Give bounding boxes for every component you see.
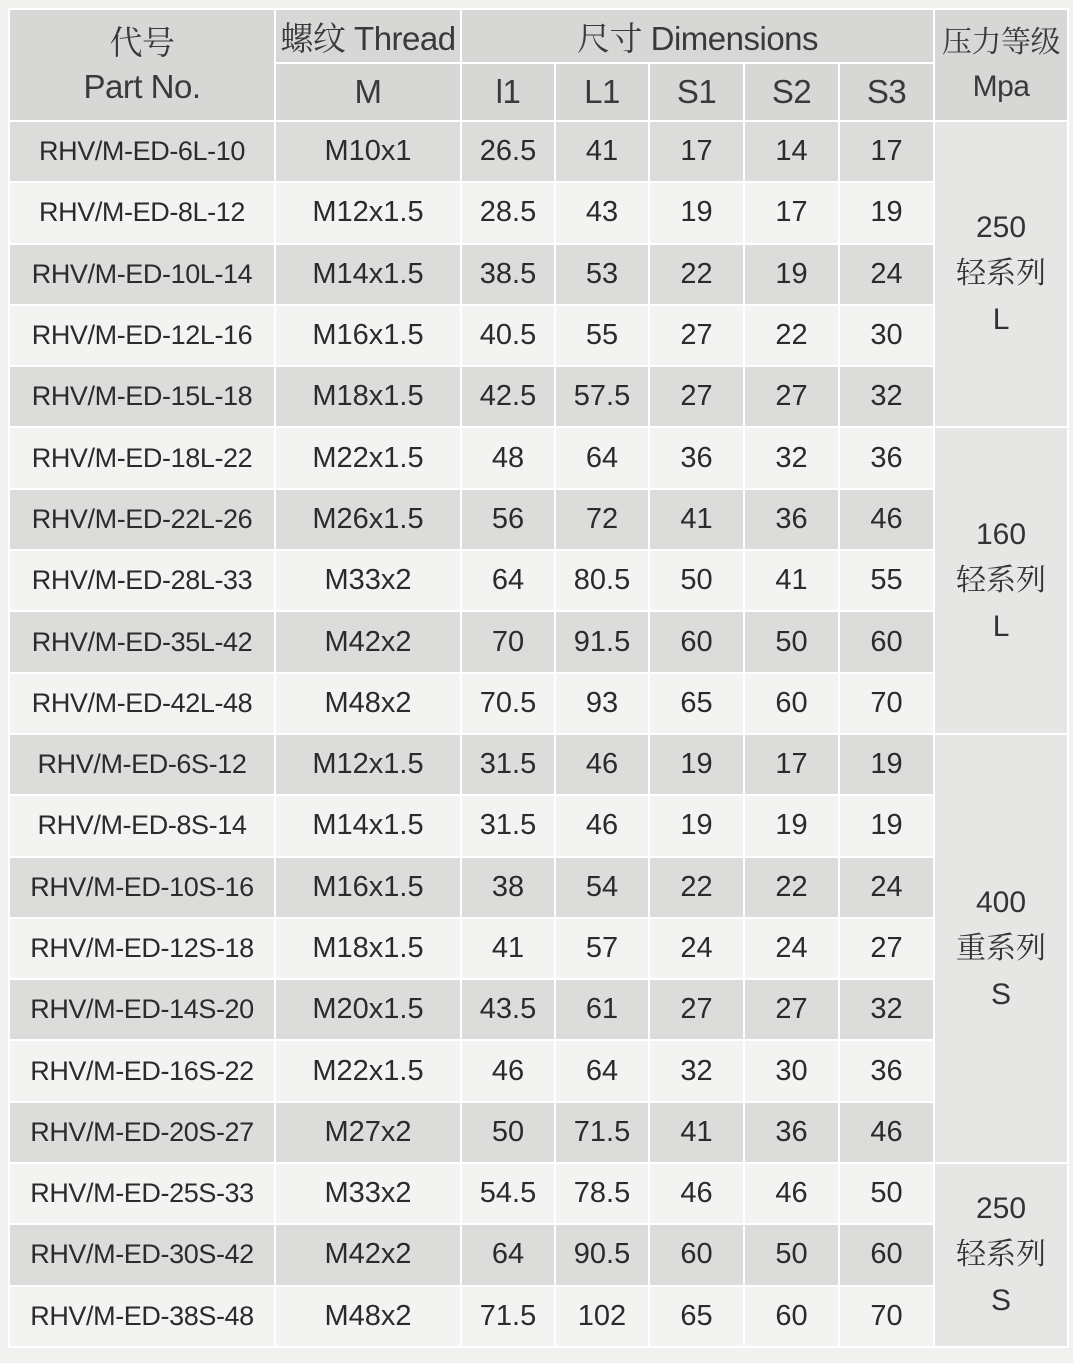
pressure-group-cell [934,1163,1068,1347]
pressure-code: L [992,609,1010,643]
cell-s2: 46 [744,1163,839,1224]
dimensions-header: 尺寸 Dimensions [461,9,934,63]
col-header-S2: S2 [744,63,839,121]
cell-l1: 50 [461,1102,555,1163]
cell-s2: 22 [744,857,839,918]
cell-s1: 65 [649,1286,744,1347]
cell-s3: 55 [839,550,934,611]
cell-s1: 19 [649,795,744,856]
cell-s2: 14 [744,121,839,182]
cell-s3: 46 [839,1102,934,1163]
table-row [9,1163,1068,1224]
cell-part: RHV/M-ED-22L-26 [9,489,275,550]
cell-l1: 56 [461,489,555,550]
cell-thread: M33x2 [275,1163,461,1224]
col-header-S3: S3 [839,63,934,121]
cell-l1: 38 [461,857,555,918]
cell-l1: 42.5 [461,366,555,427]
cell-l1: 46 [555,734,649,795]
table-row [9,121,1068,182]
cell-l1: 26.5 [461,121,555,182]
pressure-series: 轻系列 [956,1237,1047,1271]
cell-l1: 46 [555,795,649,856]
cell-part: RHV/M-ED-8S-14 [9,795,275,856]
spec-table [8,8,1069,1348]
table-row [9,734,1068,795]
spec-table-container [8,8,1067,1348]
cell-part: RHV/M-ED-6L-10 [9,121,275,182]
cell-part: RHV/M-ED-25S-33 [9,1163,275,1224]
cell-s1: 41 [649,1102,744,1163]
cell-s1: 24 [649,918,744,979]
cell-s2: 24 [744,918,839,979]
cell-thread: M33x2 [275,550,461,611]
cell-thread: M20x1.5 [275,979,461,1040]
cell-s1: 27 [649,366,744,427]
cell-s2: 36 [744,1102,839,1163]
table-row [9,1102,1068,1163]
pressure-value: 250 [976,1191,1027,1225]
cell-l1: 57 [555,918,649,979]
table-row [9,489,1068,550]
cell-s2: 19 [744,795,839,856]
cell-l1: 54 [555,857,649,918]
cell-thread: M26x1.5 [275,489,461,550]
cell-s3: 17 [839,121,934,182]
table-row [9,918,1068,979]
cell-s1: 17 [649,121,744,182]
pressure-code: S [991,977,1012,1011]
part-no-header-cn: 代号 [109,24,175,61]
cell-l1: 70 [461,611,555,672]
cell-part: RHV/M-ED-35L-42 [9,611,275,672]
pressure-header-cn: 压力等级 [942,26,1061,59]
table-row [9,244,1068,305]
cell-thread: M42x2 [275,1224,461,1285]
cell-thread: M12x1.5 [275,182,461,243]
cell-s1: 19 [649,182,744,243]
cell-s1: 65 [649,673,744,734]
thread-header: 螺纹 Thread [275,9,461,63]
cell-s1: 27 [649,979,744,1040]
cell-l1: 61 [555,979,649,1040]
pressure-group-cell [934,427,1068,733]
cell-s2: 17 [744,734,839,795]
cell-l1: 70.5 [461,673,555,734]
table-row [9,1286,1068,1347]
cell-thread: M42x2 [275,611,461,672]
cell-part: RHV/M-ED-12L-16 [9,305,275,366]
cell-s2: 27 [744,979,839,1040]
cell-l1: 72 [555,489,649,550]
cell-thread: M48x2 [275,1286,461,1347]
cell-part: RHV/M-ED-10L-14 [9,244,275,305]
cell-l1: 57.5 [555,366,649,427]
cell-s3: 24 [839,857,934,918]
cell-s2: 32 [744,427,839,488]
cell-l1: 31.5 [461,795,555,856]
table-row [9,979,1068,1040]
part-no-header [9,9,275,121]
cell-s2: 41 [744,550,839,611]
cell-s3: 46 [839,489,934,550]
cell-s1: 60 [649,1224,744,1285]
cell-l1: 41 [555,121,649,182]
cell-s3: 36 [839,1040,934,1101]
table-row [9,305,1068,366]
cell-s1: 50 [649,550,744,611]
cell-l1: 41 [461,918,555,979]
cell-s2: 30 [744,1040,839,1101]
cell-l1: 71.5 [461,1286,555,1347]
thread-subheader: M [275,63,461,121]
cell-l1: 43 [555,182,649,243]
pressure-value: 400 [976,885,1027,919]
cell-s2: 22 [744,305,839,366]
pressure-group-cell [934,121,1068,427]
cell-thread: M48x2 [275,673,461,734]
col-header-l1: l1 [461,63,555,121]
pressure-code: L [992,303,1010,337]
cell-s1: 22 [649,244,744,305]
cell-s3: 19 [839,734,934,795]
cell-s1: 27 [649,305,744,366]
cell-s2: 36 [744,489,839,550]
cell-l1: 43.5 [461,979,555,1040]
table-row [9,611,1068,672]
table-row [9,673,1068,734]
cell-thread: M10x1 [275,121,461,182]
cell-s1: 36 [649,427,744,488]
table-row [9,795,1068,856]
cell-s3: 70 [839,673,934,734]
cell-part: RHV/M-ED-6S-12 [9,734,275,795]
cell-part: RHV/M-ED-12S-18 [9,918,275,979]
cell-part: RHV/M-ED-42L-48 [9,673,275,734]
cell-s3: 30 [839,305,934,366]
cell-s3: 27 [839,918,934,979]
table-row [9,182,1068,243]
cell-s1: 32 [649,1040,744,1101]
cell-l1: 64 [461,550,555,611]
spec-table-body [9,121,1068,1347]
pressure-value: 250 [976,211,1027,245]
part-no-header-en: Part No. [83,68,201,105]
cell-l1: 28.5 [461,182,555,243]
cell-l1: 46 [461,1040,555,1101]
cell-s1: 19 [649,734,744,795]
col-header-L1: L1 [555,63,649,121]
pressure-series: 重系列 [956,931,1047,965]
cell-s3: 24 [839,244,934,305]
cell-l1: 80.5 [555,550,649,611]
cell-l1: 91.5 [555,611,649,672]
cell-s1: 60 [649,611,744,672]
cell-s2: 50 [744,611,839,672]
cell-part: RHV/M-ED-16S-22 [9,1040,275,1101]
cell-l1: 90.5 [555,1224,649,1285]
cell-s2: 60 [744,1286,839,1347]
cell-thread: M12x1.5 [275,734,461,795]
cell-l1: 71.5 [555,1102,649,1163]
cell-part: RHV/M-ED-20S-27 [9,1102,275,1163]
cell-l1: 54.5 [461,1163,555,1224]
col-header-S1: S1 [649,63,744,121]
cell-s3: 36 [839,427,934,488]
cell-thread: M16x1.5 [275,857,461,918]
cell-s3: 60 [839,611,934,672]
cell-thread: M16x1.5 [275,305,461,366]
pressure-group-cell [934,734,1068,1163]
cell-thread: M18x1.5 [275,366,461,427]
cell-l1: 93 [555,673,649,734]
cell-s1: 22 [649,857,744,918]
cell-s3: 32 [839,366,934,427]
cell-s2: 19 [744,244,839,305]
cell-part: RHV/M-ED-8L-12 [9,182,275,243]
cell-l1: 38.5 [461,244,555,305]
table-row [9,427,1068,488]
cell-part: RHV/M-ED-18L-22 [9,427,275,488]
cell-s2: 27 [744,366,839,427]
cell-thread: M27x2 [275,1102,461,1163]
cell-l1: 64 [461,1224,555,1285]
cell-s3: 19 [839,182,934,243]
cell-s3: 19 [839,795,934,856]
table-row [9,550,1068,611]
cell-part: RHV/M-ED-10S-16 [9,857,275,918]
cell-l1: 48 [461,427,555,488]
pressure-header [934,9,1068,121]
cell-thread: M22x1.5 [275,1040,461,1101]
pressure-code: S [991,1283,1012,1317]
cell-thread: M22x1.5 [275,427,461,488]
table-row [9,1224,1068,1285]
cell-s2: 17 [744,182,839,243]
cell-s3: 70 [839,1286,934,1347]
cell-part: RHV/M-ED-15L-18 [9,366,275,427]
cell-part: RHV/M-ED-14S-20 [9,979,275,1040]
pressure-series: 轻系列 [956,257,1047,291]
pressure-header-en: Mpa [972,70,1030,103]
cell-s3: 50 [839,1163,934,1224]
cell-l1: 53 [555,244,649,305]
cell-l1: 40.5 [461,305,555,366]
cell-s2: 60 [744,673,839,734]
pressure-value: 160 [976,517,1027,551]
cell-s2: 50 [744,1224,839,1285]
table-row [9,366,1068,427]
cell-l1: 55 [555,305,649,366]
cell-thread: M14x1.5 [275,244,461,305]
cell-thread: M18x1.5 [275,918,461,979]
cell-s3: 32 [839,979,934,1040]
cell-l1: 78.5 [555,1163,649,1224]
cell-part: RHV/M-ED-38S-48 [9,1286,275,1347]
cell-part: RHV/M-ED-28L-33 [9,550,275,611]
cell-thread: M14x1.5 [275,795,461,856]
cell-s1: 41 [649,489,744,550]
cell-l1: 31.5 [461,734,555,795]
cell-s3: 60 [839,1224,934,1285]
cell-part: RHV/M-ED-30S-42 [9,1224,275,1285]
cell-l1: 102 [555,1286,649,1347]
cell-s1: 46 [649,1163,744,1224]
cell-l1: 64 [555,1040,649,1101]
pressure-series: 轻系列 [956,563,1047,597]
table-row [9,1040,1068,1101]
table-row [9,857,1068,918]
cell-l1: 64 [555,427,649,488]
